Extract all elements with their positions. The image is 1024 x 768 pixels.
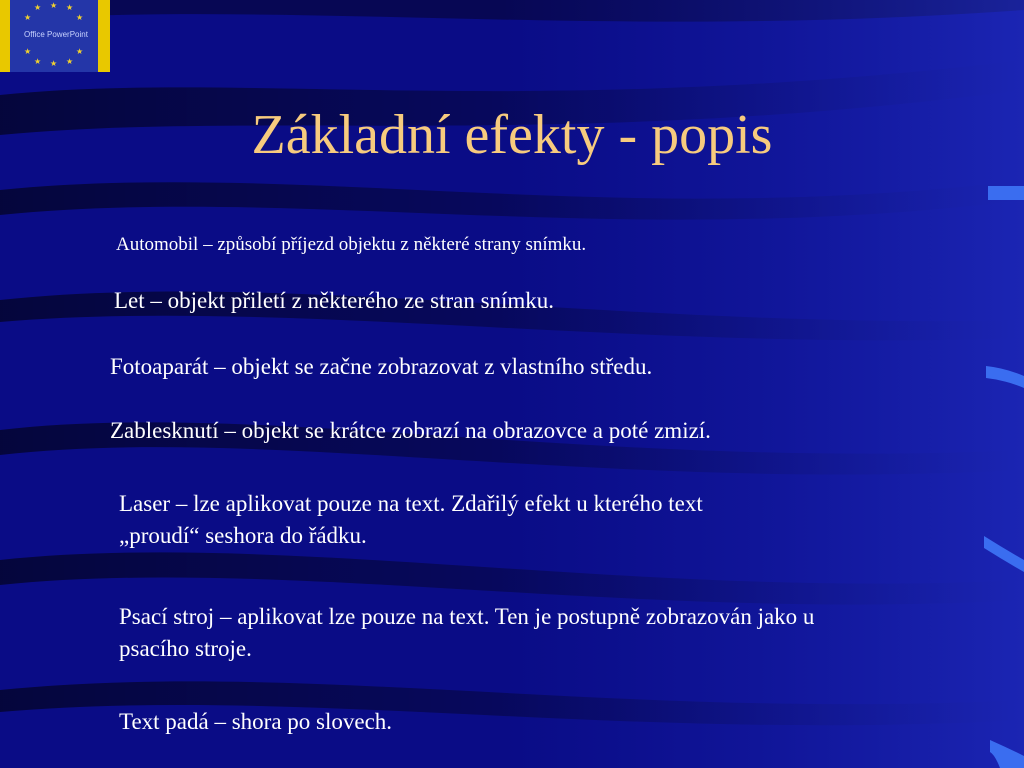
star-icon: ★: [34, 57, 42, 66]
effect-item-automobil: [116, 229, 586, 261]
star-icon: ★: [76, 47, 84, 56]
effect-item-text: Zablesknutí – objekt se krátce zobrazí na obrazovce a poté zmizí.: [110, 418, 711, 443]
star-icon: ★: [50, 1, 58, 10]
slide-title: Základní efekty - popis: [251, 104, 773, 166]
effect-item-text: Automobil – způsobí příjezd objektu z některé strany snímku.: [116, 234, 587, 255]
effect-item-text: Psací stroj – aplikovat lze pouze na text. Ten je postupně zobrazován jako u: [119, 604, 815, 629]
star-icon: ★: [50, 59, 58, 68]
effect-item-text: Laser – lze aplikovat pouze na text. Zdařilý efekt u kterého text: [119, 491, 703, 516]
effect-item-zablesknuti: [110, 415, 711, 447]
effect-item-text-pada: [119, 706, 392, 738]
effect-item-laser: [119, 488, 703, 552]
effect-item-psaci-stroj: [119, 601, 814, 665]
effect-item-text: Fotoaparát – objekt se začne zobrazovat z vlastního středu.: [110, 354, 653, 379]
effect-item-let: [114, 285, 554, 317]
star-icon: ★: [24, 47, 32, 56]
star-icon: ★: [24, 13, 32, 22]
star-icon: ★: [34, 3, 42, 12]
effect-item-text: Text padá – shora po slovech.: [119, 709, 393, 734]
effect-item-text: psacího stroje.: [119, 636, 252, 661]
effect-item-text: Let – objekt přiletí z některého ze stran snímku.: [114, 288, 555, 313]
star-icon: ★: [66, 3, 74, 12]
star-icon: ★: [66, 57, 74, 66]
star-icon: ★: [76, 13, 84, 22]
effect-item-fotoaparat: [110, 351, 652, 383]
effect-item-text: „proudí“ seshora do řádku.: [119, 523, 367, 548]
logo-label: Office PowerPoint: [24, 30, 88, 39]
office-powerpoint-logo-icon: [0, 0, 110, 72]
